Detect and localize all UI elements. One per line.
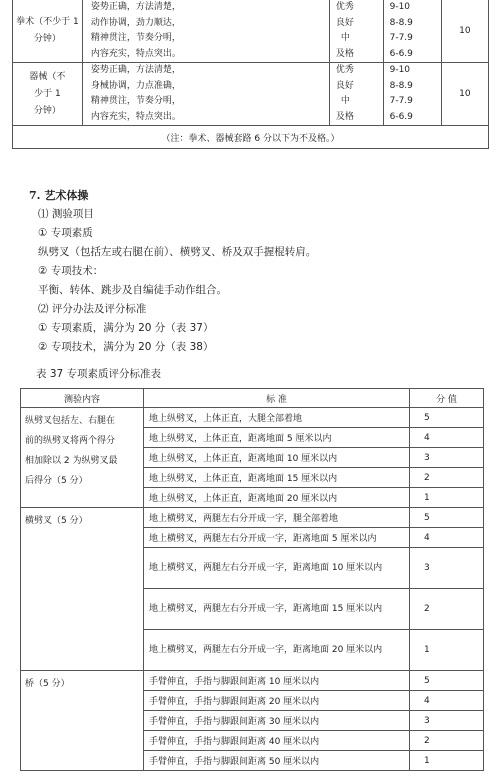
score-range: 6-6.9 [389,111,413,122]
score-cell: 2 [410,731,484,751]
grade-label: 优秀 [335,65,354,75]
header-content: 测验内容 [21,389,144,408]
score-cell: 4 [410,528,484,548]
standard-cell: 地上横劈叉，两腿左右分开成一字，距离地面 15 厘米以内 [144,589,410,630]
section-line: ② 专项技术，满分为 20 分（表 38） [38,341,214,353]
score-cell: 4 [410,691,484,711]
project-line: 拳术（不少于 1 [16,17,79,27]
section-line: ① 专项素质，满分为 20 分（表 37） [38,322,214,334]
score-range-cell [383,63,441,126]
standard-cell: 地上横劈叉，两腿左右分开成一字，腿全部着地 [144,508,410,528]
section-title: 7. 艺术体操 [29,189,89,202]
test-item-cell [21,408,144,508]
header-standard: 标 准 [144,389,410,408]
section-line: ⑵ 评分办法及评分标准 [38,303,147,315]
full-score-cell: 10 [441,63,488,126]
standard-cell: 地上横劈叉，两腿左右分开成一字，距离地面 20 厘米以内 [144,630,410,671]
standard-cell: 手臂伸直，手指与脚跟间距离 50 厘米以内 [144,751,410,771]
standard-cell: 地上纵劈叉，上体正直，距离地面 15 厘米以内 [144,468,410,488]
section-line: ① 专项素质 [38,227,93,239]
table-note: （注：拳术、器械套路 6 分以下为不及格。） [13,126,489,149]
grade-label: 良好 [335,80,354,91]
standard-cell: 地上纵劈叉，上体正直，距离地面 5 厘米以内 [144,428,410,448]
test-item-line: 前的纵劈叉将两个得分 [25,436,116,446]
table-row [21,408,484,428]
standard-cell: 地上纵劈叉，上体正直，距离地面 20 厘米以内 [144,488,410,508]
standard-cell: 手臂伸直，手指与脚跟间距离 20 厘米以内 [144,691,410,711]
score-range: 9-10 [389,2,411,12]
grade-cell [329,0,383,63]
test-item-line: 后得分（5 分） [25,476,88,486]
standard-cell: 地上横劈叉，两腿左右分开成一字，距离地面 10 厘米以内 [144,548,410,589]
score-range: 7-7.9 [389,33,413,43]
score-cell: 1 [410,488,484,508]
project-line: 分钟） [33,34,61,44]
score-cell: 1 [410,751,484,771]
table-header-row [21,389,484,408]
criteria-line: 姿势正确，方法清楚， [90,65,181,75]
test-item-line: 相加除以 2 为纵劈叉最 [25,456,118,466]
grade-label: 优秀 [335,2,354,12]
score-range-cell [383,0,441,63]
header-score: 分 值 [410,389,484,408]
score-cell: 2 [410,468,484,488]
grade-label: 良好 [335,17,354,28]
score-cell: 2 [410,589,484,630]
project-line: 分钟） [33,105,61,116]
score-cell: 3 [410,711,484,731]
test-item-line: 横劈叉（5 分） [25,516,88,526]
score-cell: 5 [410,408,484,428]
score-cell: 4 [410,428,484,448]
criteria-line: 动作协调，劲力顺达， [90,17,181,28]
wushu-score-table [12,0,489,149]
criteria-line: 内容充实，特点突出。 [90,48,181,59]
grade-label: 及格 [335,111,354,122]
special-quality-score-table [20,388,484,771]
criteria-cell [82,0,329,63]
table-row [21,508,484,528]
project-cell [13,63,83,126]
score-cell: 3 [410,448,484,468]
section-line: 平衡、转体、跳步及自编徒手动作组合。 [38,284,227,296]
test-item-cell [21,508,144,671]
standard-cell: 手臂伸直，手指与脚跟间距离 10 厘米以内 [144,671,410,691]
score-range: 8-8.9 [389,17,413,28]
grade-label: 中 [340,96,350,106]
standard-cell: 地上横劈叉，两腿左右分开成一字，距离地面 5 厘米以内 [144,528,410,548]
score-range: 7-7.9 [389,96,413,106]
score-cell: 3 [410,548,484,589]
table-row [13,0,489,63]
table-row [21,671,484,691]
section-line: ⑴ 测验项目 [38,208,94,220]
project-cell [13,0,83,63]
score-cell: 1 [410,630,484,671]
grade-label: 及格 [335,48,354,59]
score-cell: 5 [410,671,484,691]
standard-cell: 手臂伸直，手指与脚跟间距离 40 厘米以内 [144,731,410,751]
criteria-line: 精神贯注，节奏分明， [90,96,181,106]
table-row [13,126,489,149]
project-line: 少于 1 [34,88,61,99]
criteria-line: 内容充实，特点突出。 [90,111,181,122]
table-caption: 表 37 专项素质评分标准表 [36,368,162,380]
standard-cell: 地上纵劈叉，上体正直，距离地面 10 厘米以内 [144,448,410,468]
test-item-cell [21,671,144,771]
section-line: ② 专项技术： [38,265,104,277]
score-cell: 5 [410,508,484,528]
table-row [13,63,489,126]
grade-cell [329,63,383,126]
criteria-cell [82,63,329,126]
criteria-line: 姿势正确，方法清楚， [90,2,181,12]
standard-cell: 手臂伸直，手指与脚跟间距离 30 厘米以内 [144,711,410,731]
grade-label: 中 [340,33,350,43]
score-range: 9-10 [389,65,411,75]
test-item-line: 桥（5 分） [25,679,70,689]
score-range: 6-6.9 [389,48,413,59]
section-line: 纵劈叉（包括左或右腿在前）、横劈叉、桥及双手握棍转肩。 [38,246,317,258]
test-item-line: 纵劈叉包括左、右腿在 [25,416,116,426]
score-range: 8-8.9 [389,80,413,91]
standard-cell: 地上纵劈叉，上体正直，大腿全部着地 [144,408,410,428]
full-score-cell: 10 [441,0,488,63]
project-line: 器械（不 [29,71,66,82]
criteria-line: 身械协调，力点准确， [90,80,181,91]
criteria-line: 精神贯注，节奏分明， [90,33,181,43]
